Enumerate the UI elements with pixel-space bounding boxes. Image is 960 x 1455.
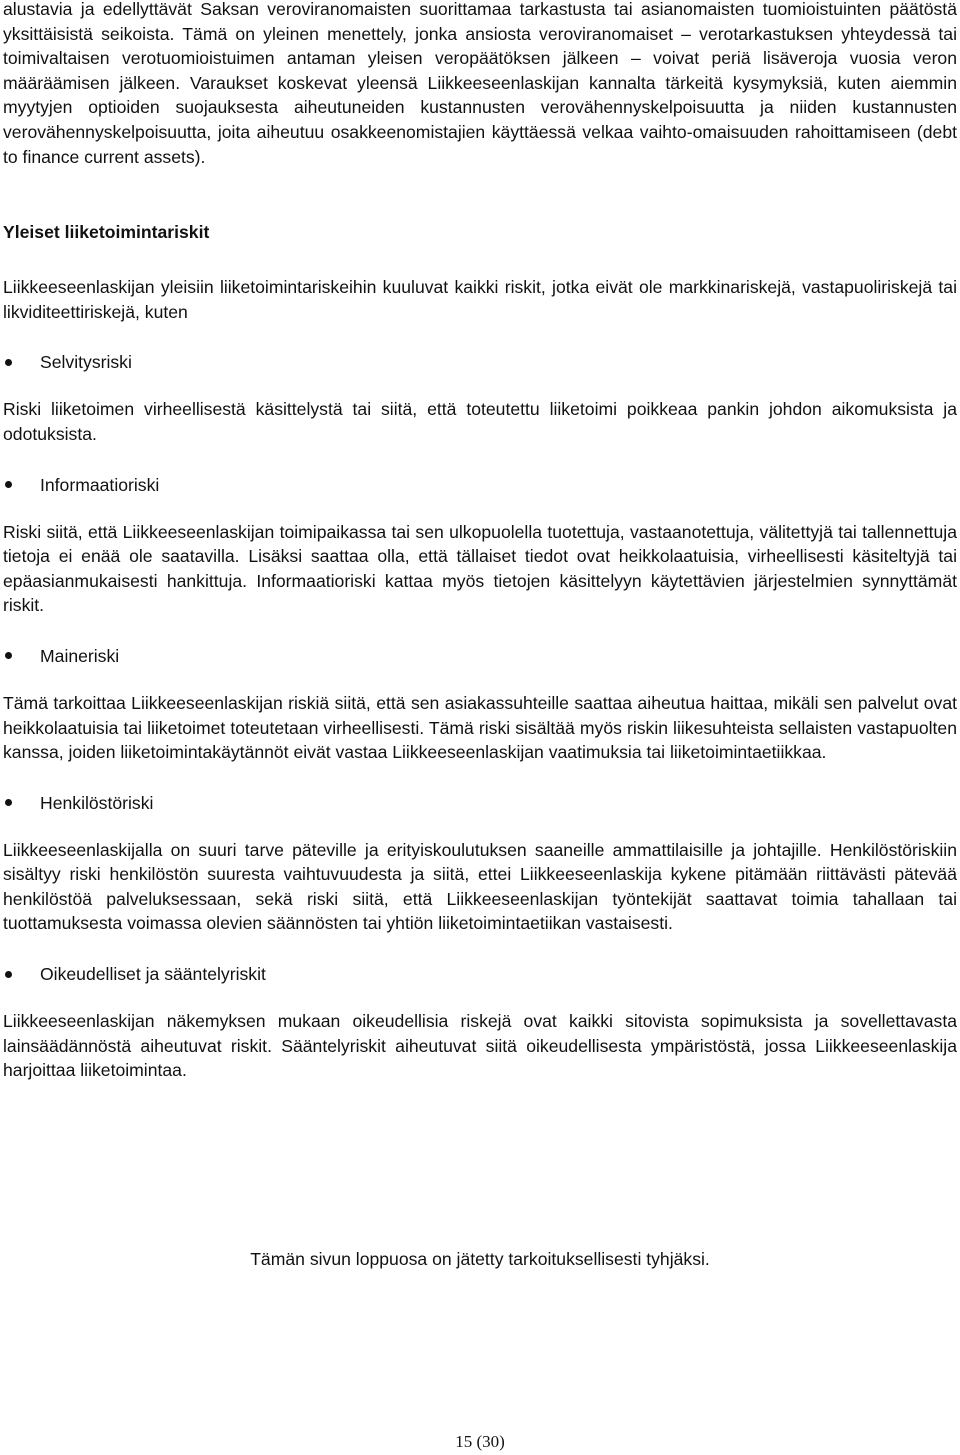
risk-description: Liikkeeseenlaskijan näkemyksen mukaan oikeudellisia riskejä ovat kaikki sitovista sopimuksista ja sovellettavasta lainsäädännöstä aiheutuvat riskit. Sääntelyriskit aiheutuvat siitä oikeudellisesta ympäristöstä, jossa Liikkeeseenlaskija harjoittaa liiketoimintaa. bbox=[3, 1011, 957, 1081]
risk-title: Informaatioriski bbox=[40, 474, 160, 495]
bullet-item bbox=[3, 473, 957, 497]
risk-title: Selvitysriski bbox=[40, 352, 132, 373]
blank-page-note: Tämän sivun loppuosa on jätetty tarkoituksellisesti tyhjäksi. bbox=[250, 1249, 710, 1269]
bullet-item bbox=[3, 350, 957, 374]
risk-item-selvitysriski bbox=[3, 350, 957, 446]
risk-description: Riski liiketoimen virheellisestä käsittelystä tai siitä, että toteutettu liiketoimi poikkeaa pankin johdon aikomuksista ja odotuksista. bbox=[3, 399, 957, 444]
intro-paragraph: alustavia ja edellyttävät Saksan veroviranomaisten suorittamaa tarkastusta tai asianomaisten tuomioistuinten päätöstä yksittäisistä seikoista. Tämä on yleinen menettely, jonka ansiosta veroviranomaiset – verotarkastuksen yhteydessä tai toimivaltaisen verotuomioistuimen antaman yleisen veropäätöksen jälkeen – voivat periä lisäveroja vuosia veron määräämisen jälkeen. Varaukset koskevat yleensä Liikkeeseenlaskijan kannalta tärkeitä kysymyksiä, kuten aiemmin myytyjen optioiden suojauksesta aiheutuneiden kustannusten verovähennyskelpoisuutta ja niiden kustannusten verovähennyskelpoisuutta, joita aiheutuu osakkeenomistajien käyttäessä velkaa vaihto-omaisuuden rahoittamiseen (debt to finance current assets). bbox=[3, 0, 957, 167]
section-heading: Yleiset liiketoimintariskit bbox=[3, 222, 210, 243]
bullet-icon bbox=[5, 481, 12, 488]
bullet-item bbox=[3, 644, 957, 668]
page-number: 15 (30) bbox=[455, 1432, 505, 1451]
risk-description: Riski siitä, että Liikkeeseenlaskijan toimipaikassa tai sen ulkopuolella tuotettuja, vastaanotettuja, välitettyjä tai tallennettuja tietoja ei enää ole saatavilla. Lisäksi saattaa olla, että tällaiset tiedot ovat heikkolaatuisia, virheellisesti käsiteltyjä tai epäasianmukaisesti hankittuja. Informaatioriski kattaa myös tietojen käsittelyyn käytettävien järjestelmien synnyttämät riskit. bbox=[3, 521, 957, 616]
bullet-item bbox=[3, 791, 957, 815]
bullet-icon bbox=[5, 799, 12, 806]
bullet-icon bbox=[5, 971, 12, 978]
bullet-icon bbox=[5, 359, 12, 366]
risk-title: Oikeudelliset ja sääntelyriskit bbox=[40, 964, 266, 985]
bullet-icon bbox=[5, 652, 12, 659]
risk-item-informaatioriski bbox=[3, 473, 957, 618]
document-page bbox=[3, 0, 957, 1083]
risk-description: Liikkeeseenlaskijalla on suuri tarve päteville ja erityiskoulutuksen saaneille ammattilaisille ja johtajille. Henkilöstöriskiin sisältyy riski henkilöstön suuresta vaihtuvuudesta ja siitä, ettei Liikkeeseenlaskija kykene pitämään riittävästi pätevää henkilöstöä palveluksessaan, sekä riski siitä, että Liikkeeseenlaskijan työntekijät saattavat toimia tahallaan tai tuottamuksesta voimassa olevien säännösten tai yhtiön liiketoimintaetiikan vastaisesti. bbox=[3, 839, 957, 934]
risk-item-henkilostoriski bbox=[3, 791, 957, 936]
section-intro-paragraph: Liikkeeseenlaskijan yleisiin liiketoimintariskeihin kuuluvat kaikki riskit, jotka eivät ole markkinariskejä, vastapuoliriskejä tai likviditeettiriskejä, kuten bbox=[3, 277, 957, 322]
risk-item-oikeudelliset bbox=[3, 962, 957, 1083]
bullet-item bbox=[3, 962, 957, 986]
risk-title: Henkilöstöriski bbox=[40, 792, 154, 813]
risk-title: Maineriski bbox=[40, 645, 120, 666]
risk-item-maineriski bbox=[3, 644, 957, 765]
risk-description: Tämä tarkoittaa Liikkeeseenlaskijan riskiä siitä, että sen asiakassuhteille saattaa aiheutua haittaa, mikäli sen palvelut ovat heikkolaatuisia tai liiketoimet toteutetaan virheellisesti. Tämä riski sisältää myös riskin liikesuhteista sellaisten vastapuolten kanssa, joiden liiketoimintakäytännöt eivät vastaa Liikkeeseenlaskijan vaatimuksia tai liiketoimintaetiikkaa. bbox=[3, 692, 957, 763]
